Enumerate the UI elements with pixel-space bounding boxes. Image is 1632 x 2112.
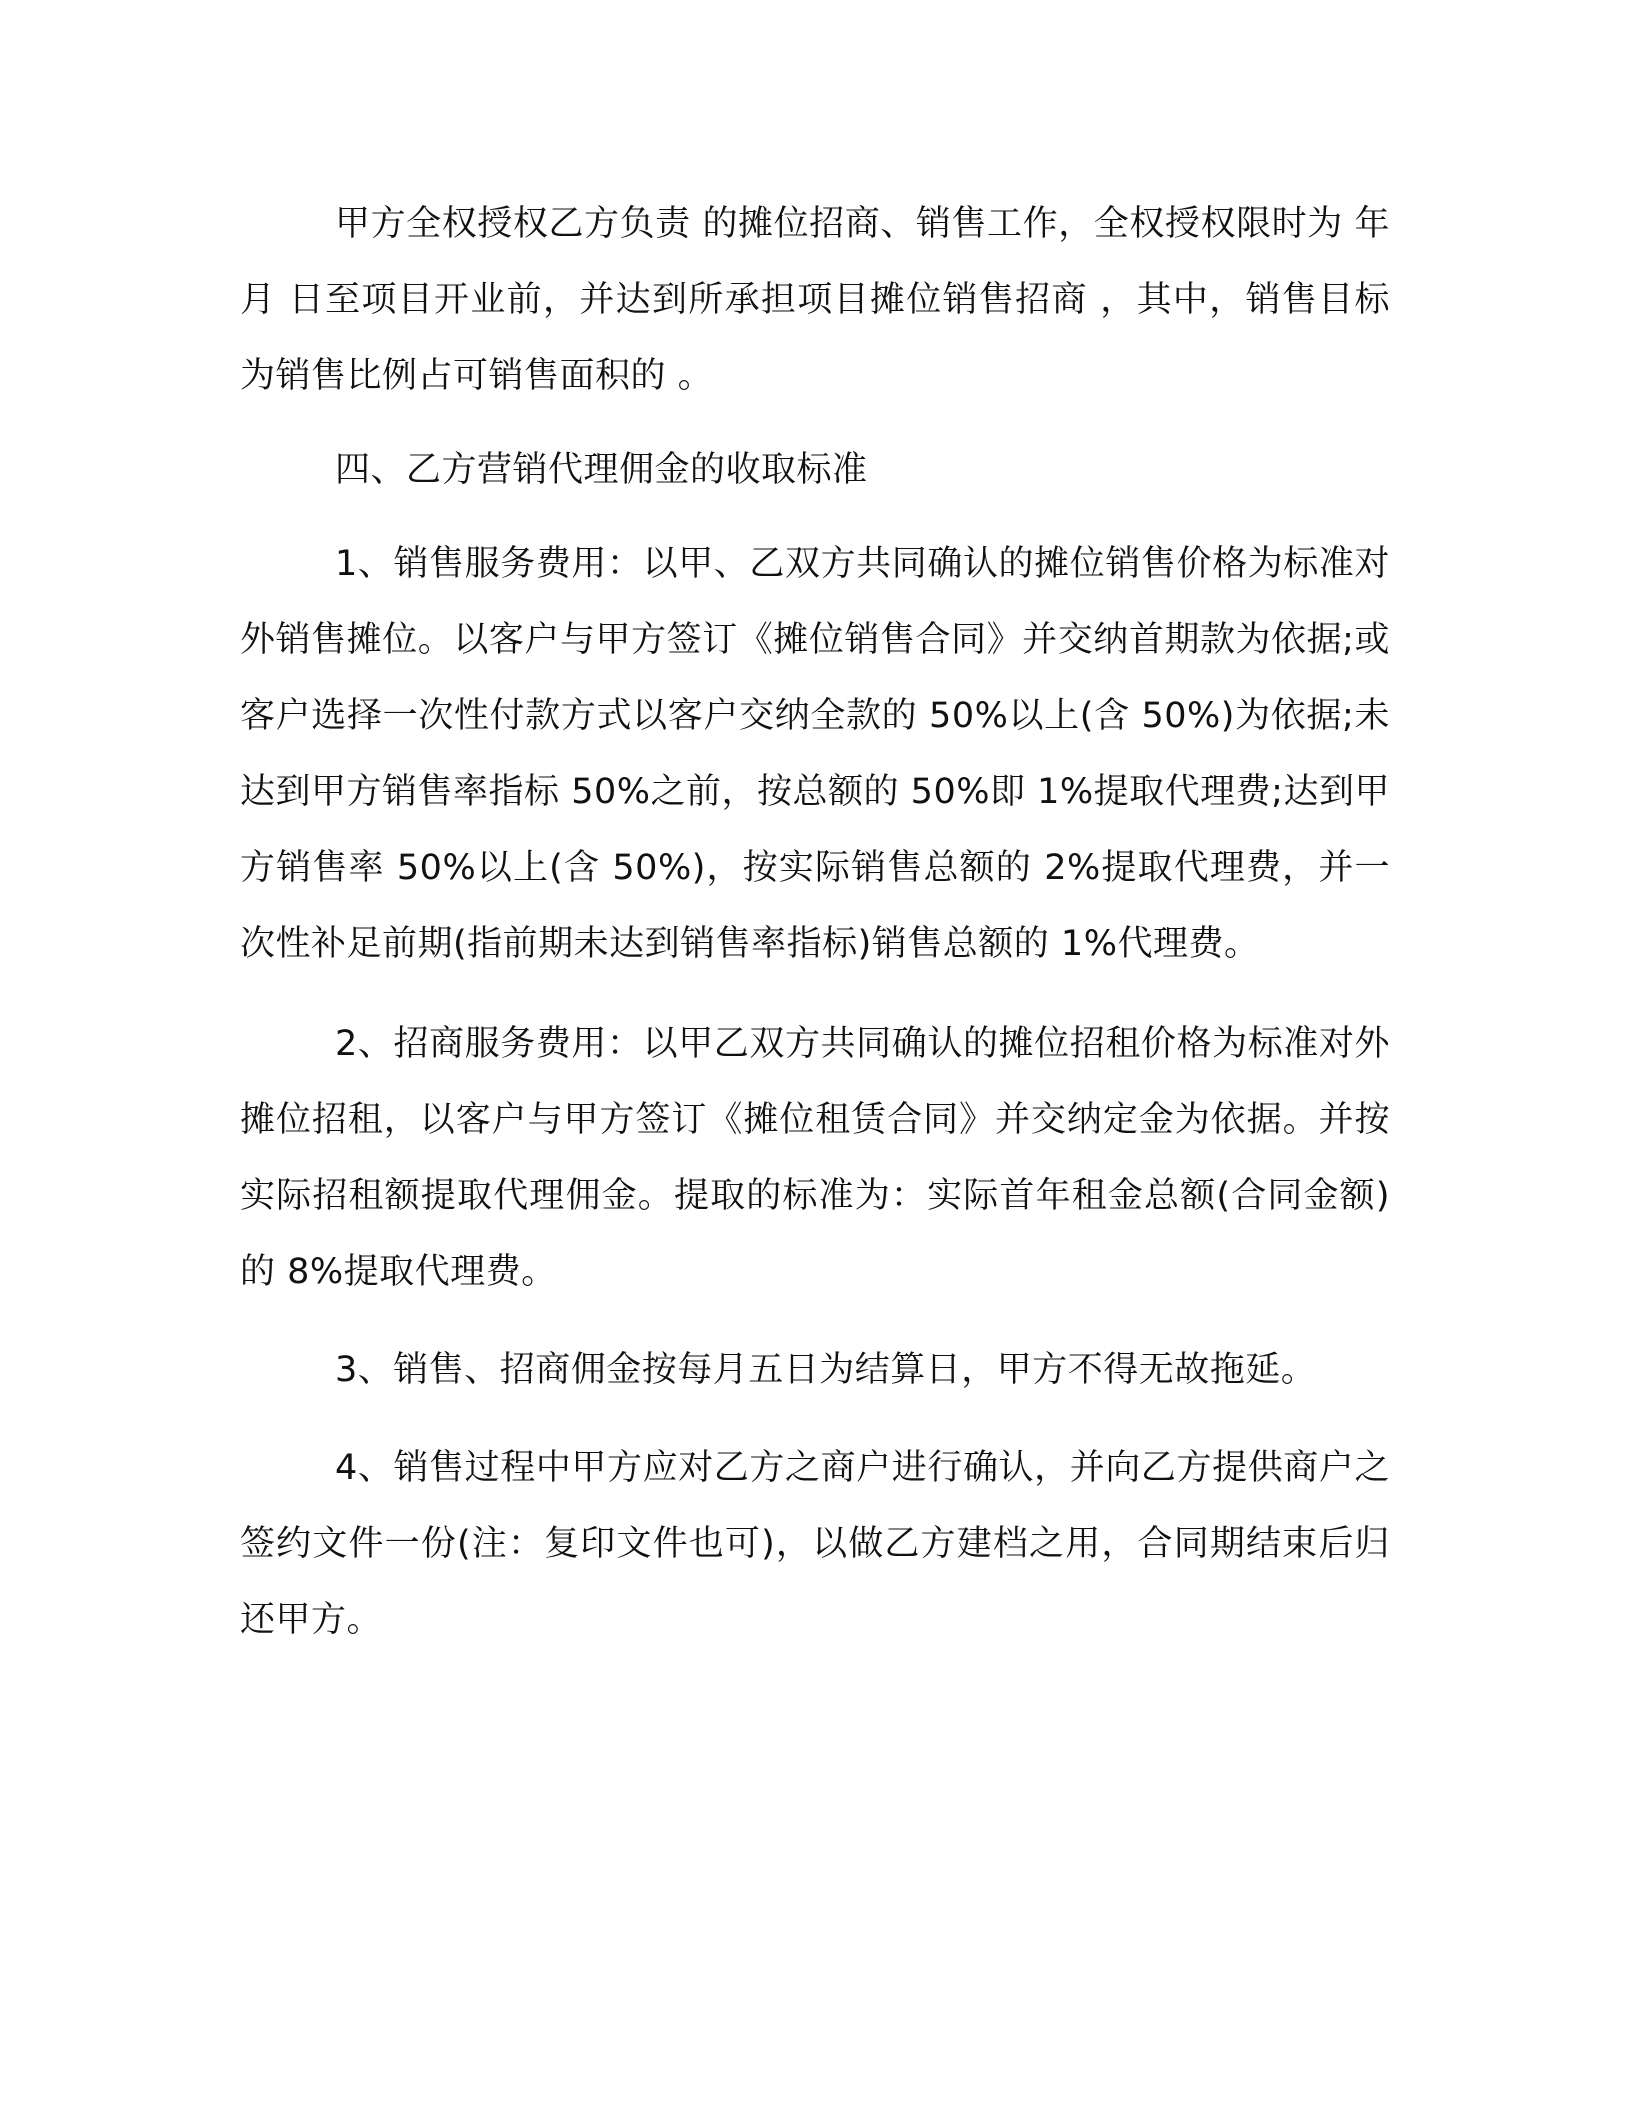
paragraph-merchant-confirmation: 4、销售过程中甲方应对乙方之商户进行确认，并向乙方提供商户之签约文件一份(注：复印文件也可)，以做乙方建档之用，合同期结束后归还甲方。 xyxy=(240,1448,1390,1640)
paragraph-authorization: 甲方全权授权乙方负责 的摊位招商、销售工作，全权授权限时为 年 月 日至项目开业前，并达到所承担项目摊位销售招商 ，其中，销售目标为销售比例占可销售面积的 。 xyxy=(240,204,1390,396)
paragraph-sales-fee: 1、销售服务费用：以甲、乙双方共同确认的摊位销售价格为标准对外销售摊位。以客户与甲方签订《摊位销售合同》并交纳首期款为依据;或客户选择一次性付款方式以客户交纳全款的 50%以上(含 50%)为依据;未达到甲方销售率指标 50%之前，按总额的 50%即 1%提取代理费;达到甲方销售率 50%以上(含 50%)，按实际销售总额的 2%提取代理费，并一次性补足前期(指前期未达到销售率指标)销售总额的 1%代理费。 xyxy=(240,544,1390,964)
document-body xyxy=(240,186,1390,1658)
paragraph-leasing-fee: 2、招商服务费用：以甲乙双方共同确认的摊位招租价格为标准对外摊位招租，以客户与甲方签订《摊位租赁合同》并交纳定金为依据。并按实际招租额提取代理佣金。提取的标准为：实际首年租金总额(合同金额)的 8%提取代理费。 xyxy=(240,1024,1390,1292)
paragraph-settlement-date: 3、销售、招商佣金按每月五日为结算日，甲方不得无故拖延。 xyxy=(335,1350,1317,1390)
section-heading-commission: 四、乙方营销代理佣金的收取标准 xyxy=(335,450,868,490)
